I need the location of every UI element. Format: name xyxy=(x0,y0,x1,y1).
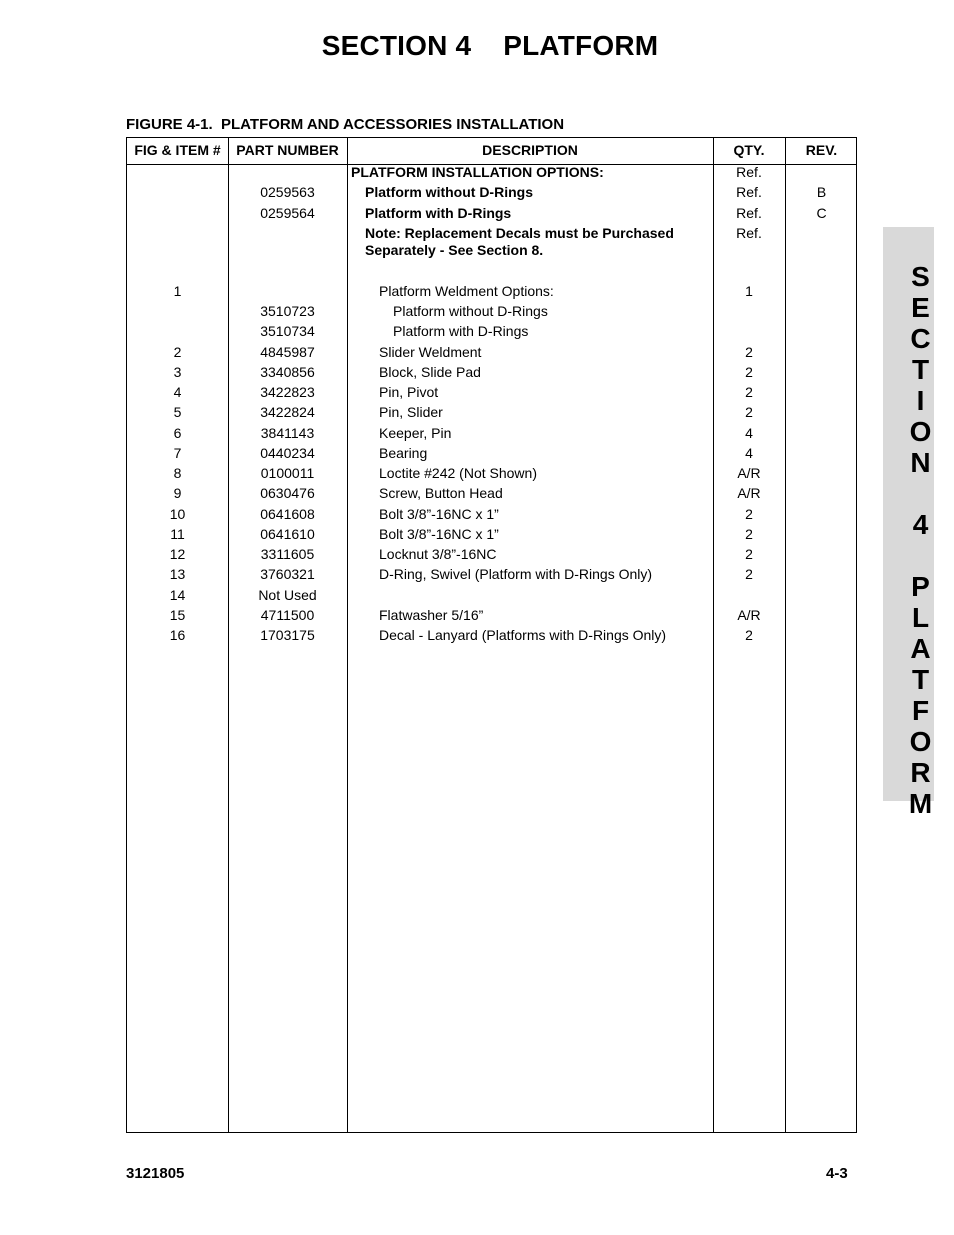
column-header-description: DESCRIPTION xyxy=(482,142,578,158)
table-cell-description: Platform Weldment Options: xyxy=(379,283,554,299)
table-cell-fig-item: 12 xyxy=(169,546,186,562)
table-cell-description: Pin, Slider xyxy=(379,404,443,420)
table-cell-qty: Ref. xyxy=(736,164,762,180)
table-cell-part-number: 4845987 xyxy=(260,344,315,360)
table-cell-fig-item: 14 xyxy=(169,587,186,603)
column-header-qty: QTY. xyxy=(733,142,765,158)
table-cell-qty: 2 xyxy=(745,384,753,400)
section-side-tab-label: SECTION 4 PLATFORM xyxy=(905,261,936,819)
table-cell-qty: 2 xyxy=(745,566,753,582)
table-cell-fig-item: 7 xyxy=(173,445,182,461)
table-cell-part-number: 3311605 xyxy=(260,546,315,562)
table-cell-part-number: 3760321 xyxy=(260,566,315,582)
column-header-fig-item: FIG & ITEM # xyxy=(134,142,221,158)
table-cell-rev: B xyxy=(816,184,827,200)
table-cell-part-number: 0259564 xyxy=(260,205,315,221)
table-cell-qty: 2 xyxy=(745,404,753,420)
table-cell-fig-item: 10 xyxy=(169,506,186,522)
table-cell-part-number: 0630476 xyxy=(260,485,315,501)
table-cell-fig-item: 6 xyxy=(173,425,182,441)
table-cell-fig-item: 15 xyxy=(169,607,186,623)
table-cell-rev: C xyxy=(816,205,827,221)
table-cell-part-number: 3510734 xyxy=(260,323,315,339)
table-cell-part-number: 3422824 xyxy=(260,404,315,420)
page-title: SECTION 4 PLATFORM xyxy=(321,30,659,61)
table-cell-description: Screw, Button Head xyxy=(379,485,503,501)
table-cell-qty: 2 xyxy=(745,344,753,360)
table-cell-description: Slider Weldment xyxy=(379,344,482,360)
table-cell-qty: 2 xyxy=(745,506,753,522)
table-cell-qty: 1 xyxy=(745,283,753,299)
table-cell-description: Platform with D-Rings xyxy=(365,205,512,221)
parts-table xyxy=(126,137,857,1133)
table-cell-qty: 4 xyxy=(745,445,753,461)
table-cell-qty: 2 xyxy=(745,526,753,542)
table-cell-description-continued: Separately - See Section 8. xyxy=(365,242,544,258)
table-cell-fig-item: 9 xyxy=(173,485,182,501)
column-divider xyxy=(347,138,348,1132)
table-cell-description: Locknut 3/8”-16NC xyxy=(379,546,497,562)
table-cell-part-number: 0259563 xyxy=(260,184,315,200)
figure-title: FIGURE 4-1. PLATFORM AND ACCESSORIES INSTALLATION xyxy=(126,116,565,133)
table-cell-description: Note: Replacement Decals must be Purchased xyxy=(365,225,674,241)
table-cell-description: Flatwasher 5/16” xyxy=(379,607,484,623)
table-cell-fig-item: 11 xyxy=(170,526,185,542)
table-cell-description: Bolt 3/8”-16NC x 1” xyxy=(379,526,499,542)
table-cell-qty: 2 xyxy=(745,627,753,643)
column-header-rev: REV. xyxy=(805,142,838,158)
document-number: 3121805 xyxy=(126,1165,185,1182)
table-cell-part-number: 3841143 xyxy=(260,425,315,441)
table-cell-part-number: 0100011 xyxy=(260,465,315,481)
column-header-part-number: PART NUMBER xyxy=(236,142,339,158)
table-cell-description: Platform without D-Rings xyxy=(365,184,533,200)
page-number: 4-3 xyxy=(826,1165,848,1182)
table-cell-description: Platform with D-Rings xyxy=(393,323,529,339)
table-cell-part-number: 1703175 xyxy=(260,627,315,643)
table-cell-fig-item: 8 xyxy=(173,465,182,481)
table-cell-qty: 4 xyxy=(745,425,753,441)
table-cell-qty: Ref. xyxy=(736,225,762,241)
table-cell-description: Bearing xyxy=(379,445,428,461)
table-cell-part-number: 4711500 xyxy=(260,607,315,623)
table-cell-description: Keeper, Pin xyxy=(379,425,452,441)
table-cell-qty: A/R xyxy=(737,485,761,501)
table-cell-part-number: 3510723 xyxy=(260,303,315,319)
table-cell-description: Block, Slide Pad xyxy=(379,364,481,380)
table-cell-qty: Ref. xyxy=(736,205,762,221)
table-cell-fig-item: 13 xyxy=(169,566,186,582)
table-cell-description: Pin, Pivot xyxy=(379,384,439,400)
table-cell-fig-item: 2 xyxy=(173,344,182,360)
table-cell-part-number: 0641608 xyxy=(260,506,315,522)
table-cell-description: Loctite #242 (Not Shown) xyxy=(379,465,537,481)
table-cell-qty: 2 xyxy=(745,364,753,380)
table-cell-qty: A/R xyxy=(737,607,761,623)
table-cell-qty: 2 xyxy=(745,546,753,562)
table-cell-part-number: 3422823 xyxy=(260,384,315,400)
table-cell-fig-item: 5 xyxy=(173,404,182,420)
table-cell-description: Platform without D-Rings xyxy=(393,303,548,319)
table-cell-fig-item: 3 xyxy=(173,364,182,380)
table-cell-fig-item: 16 xyxy=(169,627,186,643)
table-cell-description: PLATFORM INSTALLATION OPTIONS: xyxy=(351,164,604,180)
table-cell-qty: A/R xyxy=(737,465,761,481)
table-cell-part-number: Not Used xyxy=(258,587,317,603)
table-cell-description: D-Ring, Swivel (Platform with D-Rings Only) xyxy=(379,566,653,582)
table-cell-fig-item: 4 xyxy=(173,384,182,400)
table-cell-description: Bolt 3/8”-16NC x 1” xyxy=(379,506,499,522)
table-cell-part-number: 3340856 xyxy=(260,364,315,380)
table-cell-part-number: 0641610 xyxy=(260,526,315,542)
table-cell-qty: Ref. xyxy=(736,184,762,200)
column-divider xyxy=(785,138,786,1132)
section-side-tab xyxy=(883,227,936,819)
table-cell-description: Decal - Lanyard (Platforms with D-Rings Only) xyxy=(379,627,667,643)
table-cell-part-number: 0440234 xyxy=(260,445,315,461)
table-cell-fig-item: 1 xyxy=(173,283,182,299)
